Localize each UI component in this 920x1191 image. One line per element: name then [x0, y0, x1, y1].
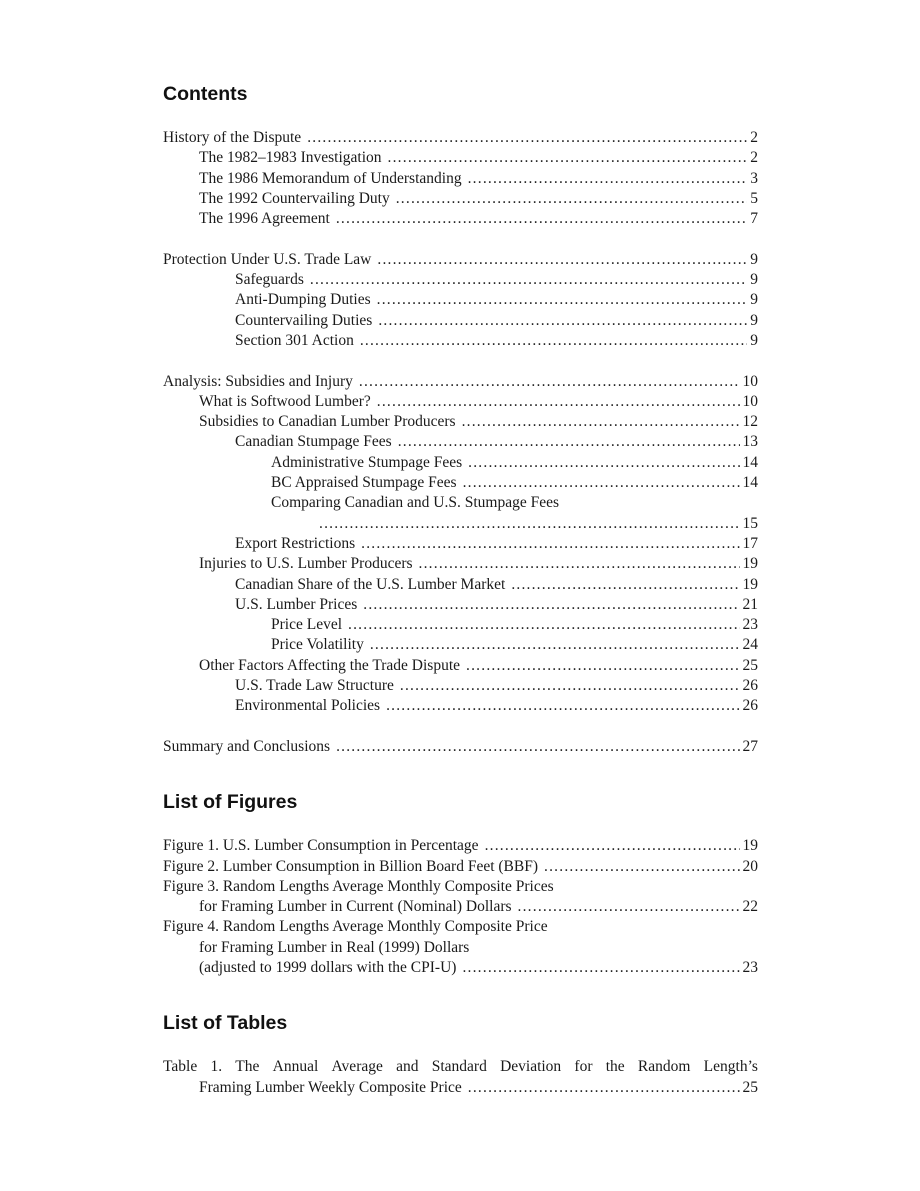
toc-entry-page-number: 15	[742, 514, 758, 532]
toc-entry-page-number: 5	[750, 189, 758, 207]
dot-leader	[348, 615, 739, 635]
tables-list	[163, 1057, 758, 1098]
toc-entry-page-number: 10	[742, 372, 758, 390]
toc-entry-page-number: 10	[742, 392, 758, 410]
dot-leader	[377, 250, 747, 270]
toc-entry	[163, 635, 758, 655]
dot-leader	[468, 169, 748, 189]
toc-entry-title: The 1982–1983 Investigation	[199, 149, 382, 167]
toc-entry-page-number: 9	[750, 311, 758, 329]
dot-leader	[377, 392, 740, 412]
toc-entry	[163, 128, 758, 148]
toc-entry	[163, 615, 758, 635]
dot-leader	[388, 148, 748, 168]
toc-entry-page-number: 19	[742, 555, 758, 573]
toc-entry	[163, 493, 758, 513]
toc-entry	[163, 372, 758, 392]
toc-entry-title	[163, 1057, 758, 1077]
toc-entry	[163, 1078, 758, 1098]
toc-entry	[163, 534, 758, 554]
toc-entry-title: Environmental Policies	[235, 697, 381, 715]
toc-entry-title: Protection Under U.S. Trade Law	[163, 250, 372, 268]
toc-entry	[163, 169, 758, 189]
toc-entry-title: Safeguards	[235, 271, 304, 289]
group-spacer	[163, 351, 758, 371]
toc-entry-title: History of the Dispute	[163, 129, 302, 146]
dot-leader	[319, 514, 740, 534]
toc-entry-page-number: 17	[742, 534, 758, 552]
toc-entry-page-number: 19	[742, 837, 758, 855]
toc-entry	[163, 290, 758, 310]
toc-entry-title: Price Volatility	[271, 636, 364, 654]
toc-entry-title: Export Restrictions	[235, 534, 356, 552]
dot-leader	[398, 432, 740, 452]
word: Standard	[431, 1058, 487, 1076]
dot-leader	[336, 209, 747, 229]
toc-entry-page-number: 13	[742, 433, 758, 451]
toc-entry	[163, 412, 758, 432]
tables-heading: List of Tables	[163, 1012, 288, 1035]
word: for	[574, 1058, 593, 1076]
dot-leader	[544, 857, 739, 877]
toc-entry-page-number: 9	[750, 291, 758, 309]
word: Random	[637, 1058, 691, 1076]
toc-entry	[163, 473, 758, 493]
toc-entry	[163, 897, 758, 917]
dot-leader	[511, 575, 739, 595]
toc-entry-title: Figure 4. Random Lengths Average Monthly Composite Price	[163, 918, 548, 936]
toc-entry-page-number: 22	[742, 898, 758, 916]
word: the	[605, 1058, 625, 1076]
toc-entry-title: Figure 3. Random Lengths Average Monthly Composite Prices	[163, 877, 554, 895]
dot-leader	[466, 656, 739, 676]
contents-heading: Contents	[163, 83, 248, 105]
toc-entry-page-number: 3	[750, 169, 758, 187]
toc-entry	[163, 270, 758, 290]
toc-entry	[163, 857, 758, 877]
toc-entry	[163, 737, 758, 757]
toc-entry-title: Figure 2. Lumber Consumption in Billion Board Feet (BBF)	[163, 857, 539, 875]
toc-entry-title: (adjusted to 1999 dollars with the CPI-U)	[199, 958, 457, 976]
toc-entry-page-number: 24	[742, 636, 758, 654]
toc-entry	[163, 331, 758, 351]
toc-entry-title: for Framing Lumber in Current (Nominal) Dollars	[199, 898, 512, 916]
toc-entry-page-number: 7	[750, 210, 758, 228]
toc-entry	[163, 656, 758, 676]
dot-leader	[336, 737, 739, 757]
toc-entry-page-number: 26	[742, 697, 758, 715]
document-page	[163, 80, 758, 1098]
toc-entry-title: U.S. Lumber Prices	[235, 595, 358, 613]
figures-list	[163, 836, 758, 978]
toc-entry	[163, 676, 758, 696]
toc-entry-page-number: 14	[742, 453, 758, 471]
toc-entry-page-number: 9	[750, 331, 758, 349]
toc-entry-page-number: 2	[750, 149, 758, 167]
toc-entry	[163, 392, 758, 412]
toc-entry-page-number: 9	[750, 250, 758, 268]
group-spacer	[163, 717, 758, 737]
toc-entry-title: Other Factors Affecting the Trade Dispute	[199, 656, 461, 674]
dot-leader	[310, 270, 747, 290]
dot-leader	[307, 128, 747, 148]
toc-entry-page-number: 23	[742, 958, 758, 976]
dot-leader	[462, 958, 739, 978]
toc-entry-title: Comparing Canadian and U.S. Stumpage Fees	[271, 494, 559, 512]
toc-entry	[163, 554, 758, 574]
toc-entry-title: Countervailing Duties	[235, 311, 373, 329]
word: Annual	[272, 1058, 319, 1076]
toc-entry	[163, 189, 758, 209]
toc-entry-title: The 1996 Agreement	[199, 210, 330, 228]
toc-entry-title: Canadian Share of the U.S. Lumber Market	[235, 575, 506, 593]
toc-entry-title: Figure 1. U.S. Lumber Consumption in Percentage	[163, 837, 479, 855]
toc-entry	[163, 453, 758, 473]
toc-entry-title: BC Appraised Stumpage Fees	[271, 474, 457, 492]
toc-entry	[163, 575, 758, 595]
dot-leader	[400, 676, 740, 696]
dot-leader	[359, 372, 740, 392]
toc-entry-title: Subsidies to Canadian Lumber Producers	[199, 413, 456, 431]
toc-entry	[163, 938, 758, 958]
word: Table	[163, 1058, 198, 1076]
toc-entry-title: Framing Lumber Weekly Composite Price	[199, 1078, 462, 1096]
toc-entry-title: for Framing Lumber in Real (1999) Dollars	[199, 938, 470, 956]
toc-entry-title: The 1986 Memorandum of Understanding	[199, 169, 462, 187]
dot-leader	[370, 635, 740, 655]
toc-entry-page-number: 20	[742, 857, 758, 875]
toc-entry-title: Canadian Stumpage Fees	[235, 433, 392, 451]
toc-entry-page-number: 19	[742, 575, 758, 593]
toc-entry-page-number: 14	[742, 474, 758, 492]
toc-entry-page-number: 12	[742, 413, 758, 431]
toc-entry-continuation	[163, 514, 758, 534]
toc-entry	[163, 250, 758, 270]
toc-entry-title: Section 301 Action	[235, 331, 354, 349]
dot-leader	[360, 331, 747, 351]
word: Average	[331, 1058, 383, 1076]
toc-entry-title: Analysis: Subsidies and Injury	[163, 372, 353, 390]
toc-entry	[163, 311, 758, 331]
dot-leader	[386, 696, 739, 716]
contents-list	[163, 128, 758, 757]
toc-entry-title: Price Level	[271, 616, 343, 634]
word: 1.	[210, 1058, 223, 1076]
toc-entry	[163, 836, 758, 856]
dot-leader	[462, 412, 740, 432]
toc-entry	[163, 595, 758, 615]
toc-entry	[163, 1057, 758, 1077]
toc-entry	[163, 148, 758, 168]
word: The	[235, 1058, 260, 1076]
toc-entry-title: Injuries to U.S. Lumber Producers	[199, 555, 413, 573]
toc-entry-title: Summary and Conclusions	[163, 737, 331, 755]
toc-entry	[163, 209, 758, 229]
word: Deviation	[500, 1058, 562, 1076]
toc-entry	[163, 432, 758, 452]
word: and	[396, 1058, 419, 1076]
toc-entry-title: The 1992 Countervailing Duty	[199, 189, 390, 207]
toc-entry-title: U.S. Trade Law Structure	[235, 677, 394, 695]
toc-entry-page-number: 9	[750, 271, 758, 289]
toc-entry-page-number: 23	[742, 616, 758, 634]
word: Length’s	[703, 1058, 758, 1076]
toc-entry	[163, 696, 758, 716]
dot-leader	[363, 595, 739, 615]
dot-leader	[463, 473, 740, 493]
toc-entry-page-number: 25	[742, 656, 758, 674]
dot-leader	[377, 290, 748, 310]
toc-entry	[163, 958, 758, 978]
dot-leader	[468, 1078, 740, 1098]
toc-entry-title: Administrative Stumpage Fees	[271, 453, 463, 471]
toc-entry-page-number: 21	[742, 595, 758, 613]
toc-entry	[163, 917, 758, 937]
toc-entry-title: Anti-Dumping Duties	[235, 291, 371, 309]
figures-heading: List of Figures	[163, 791, 298, 814]
dot-leader	[485, 836, 740, 856]
group-spacer	[163, 229, 758, 249]
toc-entry-page-number: 2	[750, 129, 758, 146]
dot-leader	[361, 534, 739, 554]
toc-entry-page-number: 25	[742, 1078, 758, 1096]
dot-leader	[378, 311, 747, 331]
dot-leader	[468, 453, 739, 473]
toc-entry-title: What is Softwood Lumber?	[199, 392, 371, 410]
dot-leader	[396, 189, 748, 209]
toc-entry	[163, 877, 758, 897]
toc-entry-page-number: 27	[742, 737, 758, 755]
dot-leader	[518, 897, 740, 917]
dot-leader	[419, 554, 740, 574]
toc-entry-page-number: 26	[742, 677, 758, 695]
